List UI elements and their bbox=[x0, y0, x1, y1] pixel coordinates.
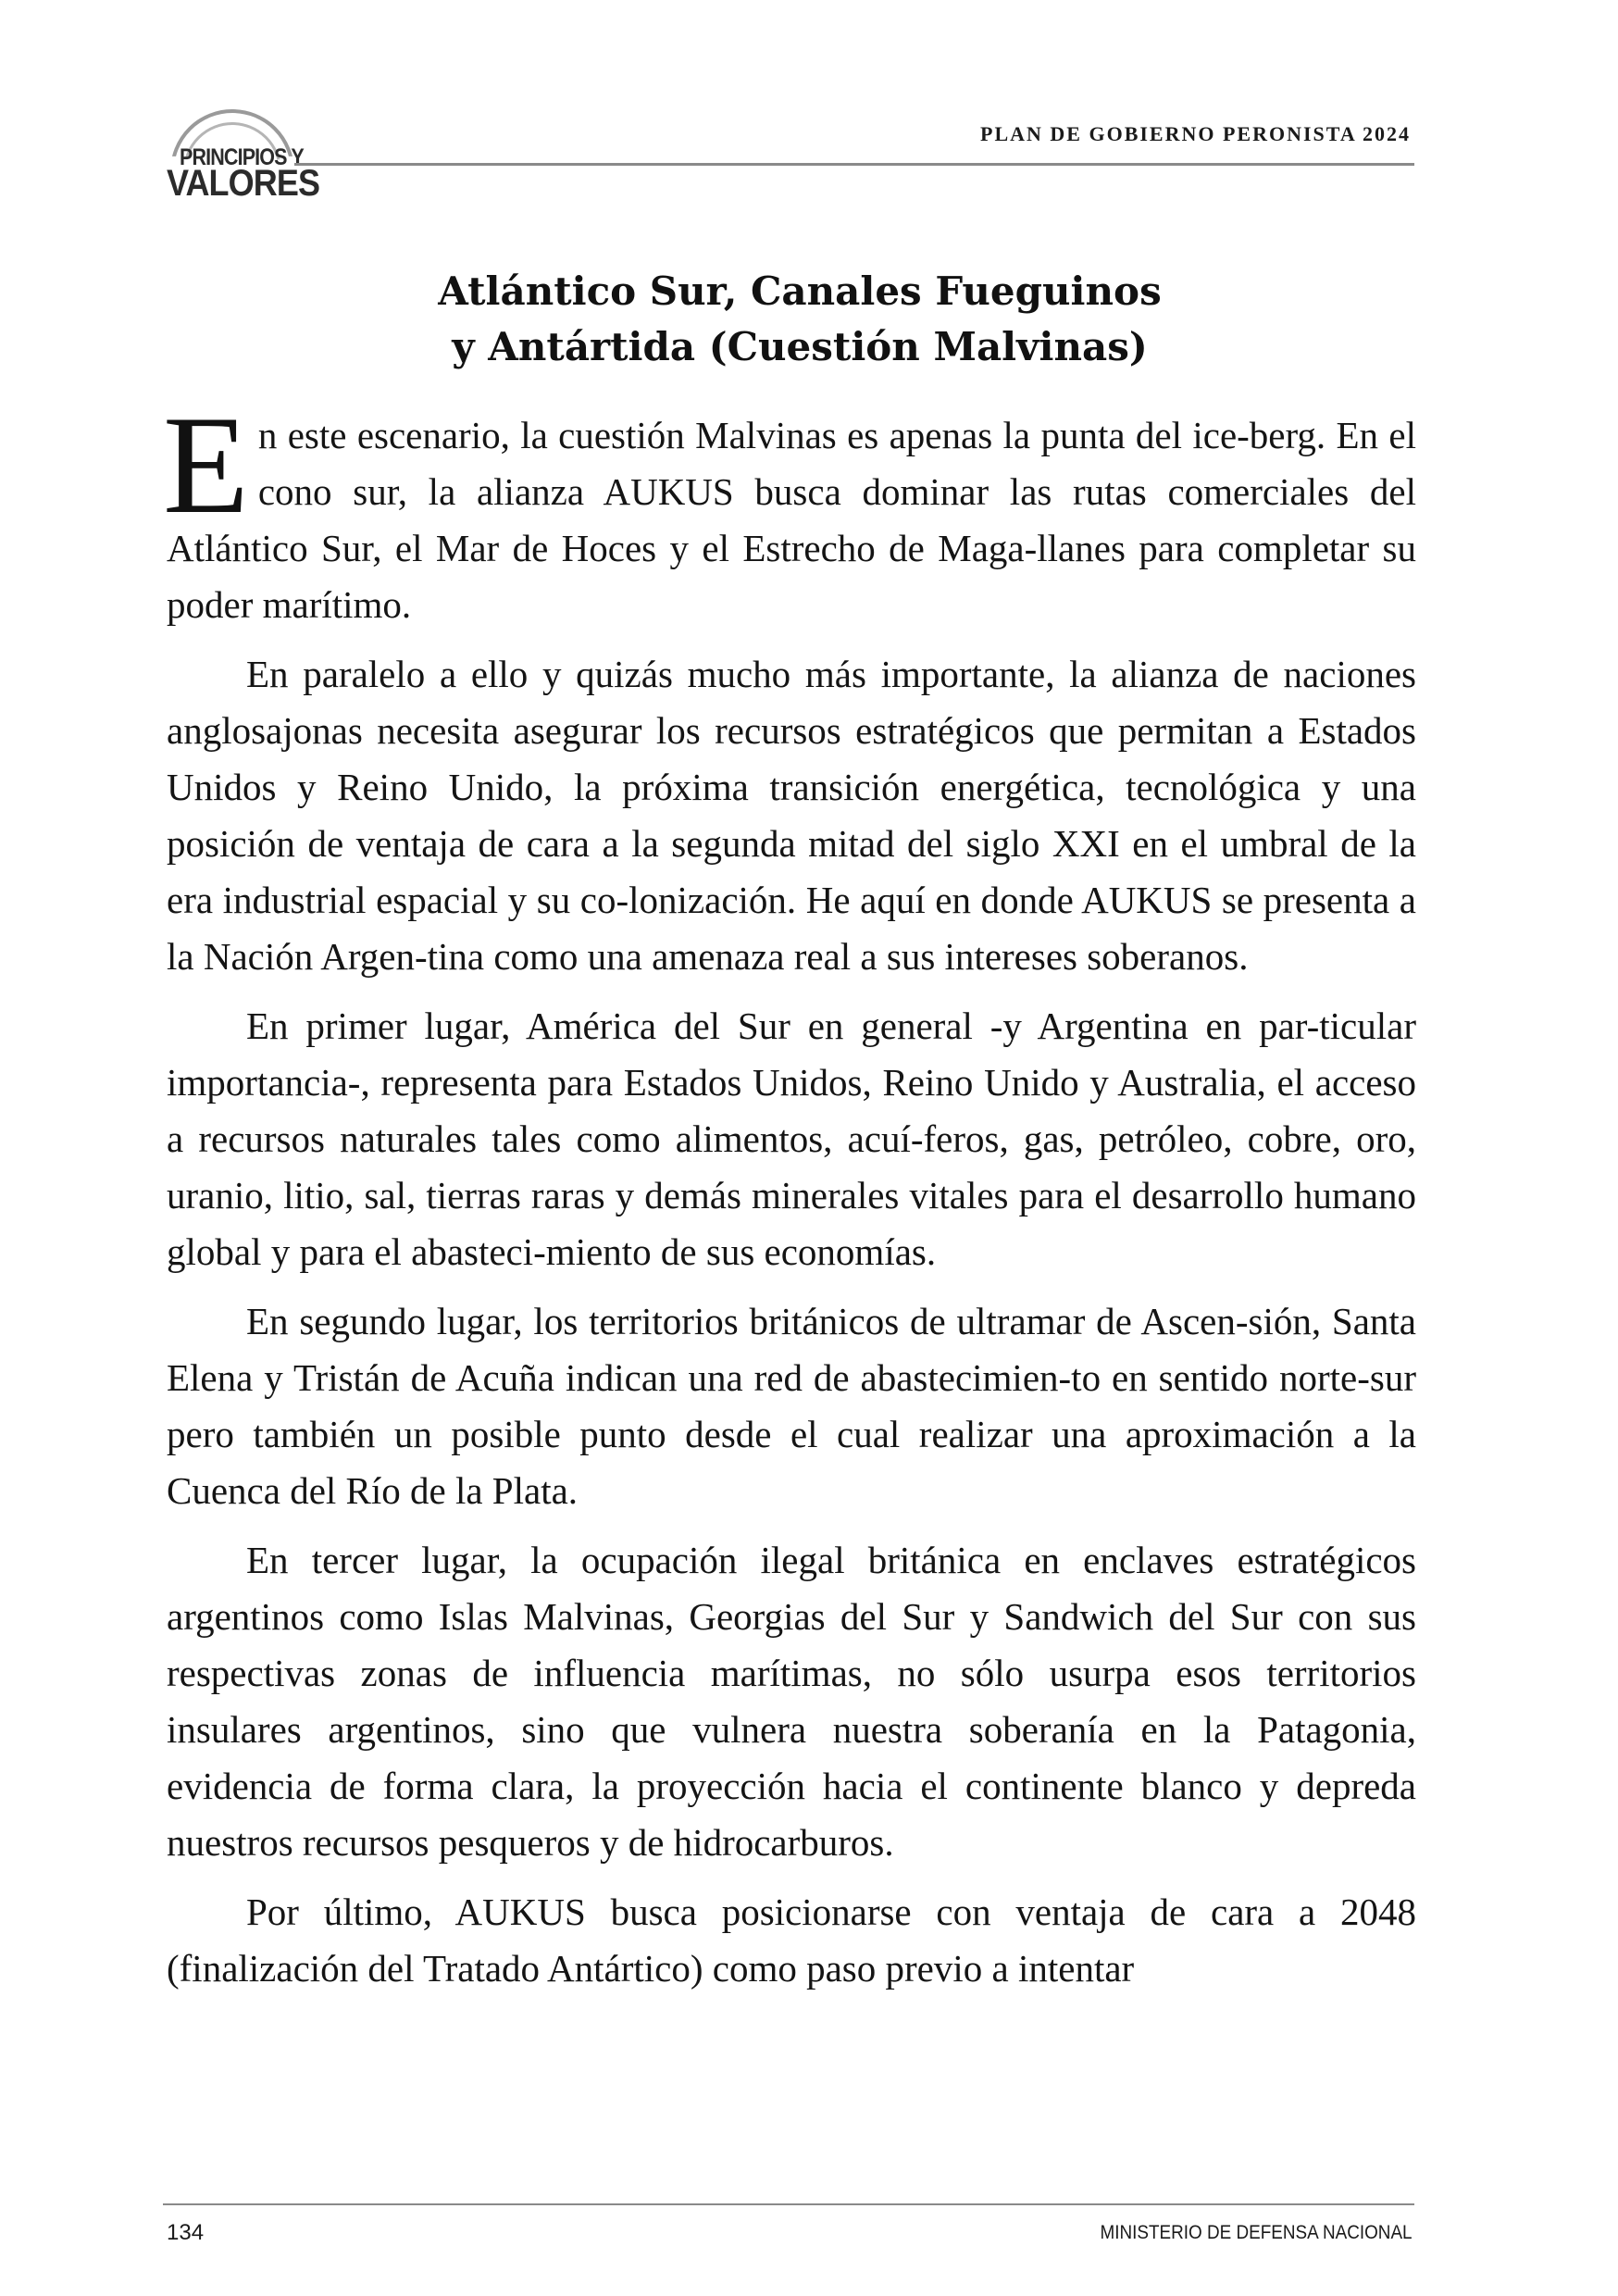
logo-line2: VALORES bbox=[167, 163, 320, 204]
footer-publisher: MINISTERIO DE DEFENSA NACIONAL bbox=[1100, 2222, 1413, 2243]
body-text bbox=[163, 387, 1416, 2010]
paragraph-3: En primer lugar, América del Sur en general -y Argentina en par-ticular importancia-, representa para Estados Unidos, Reino Unido y Australia, el acceso a recursos naturales tales como alimentos, acuí-feros, gas, petróleo, cobre, oro, uranio, litio, sal, tierras raras y demás minerales vitales para el desarrollo humano global y para el abasteci-miento de sus economías. bbox=[167, 1004, 1416, 1273]
page-number: 134 bbox=[167, 2220, 205, 2245]
paragraph-1-text: n este escenario, la cuestión Malvinas es apenas la punta del ice-berg. En el cono sur, la alianza AUKUS busca dominar las rutas comerciales del Atlántico Sur, el Mar de Hoces y el Estrecho de Maga-llanes para completar su poder marítimo. bbox=[167, 414, 1416, 626]
principios-valores-logo bbox=[156, 109, 320, 211]
logo-line1: PRINCIPIOS Y bbox=[180, 144, 304, 170]
drop-cap: E bbox=[163, 387, 249, 543]
header-divider bbox=[294, 163, 1414, 166]
paragraph-6: Por último, AUKUS busca posicionarse con ventaja de cara a 2048 (finalización del Tratado Antártico) como paso previo a intentar bbox=[167, 1890, 1416, 1990]
paragraph-1 bbox=[163, 387, 1416, 633]
footer-divider bbox=[163, 2203, 1414, 2205]
section-title-line1: Atlántico Sur, Canales Fueguinos bbox=[438, 268, 1162, 314]
running-header-title: PLAN DE GOBIERNO PERONISTA 2024 bbox=[980, 122, 1411, 145]
paragraph-4: En segundo lugar, los territorios británicos de ultramar de Ascen-sión, Santa Elena y Tristán de Acuña indican una red de abastecimien-to en sentido norte-sur pero también un posible punto desde el cual realizar una aproximación a la Cuenca del Río de la Plata. bbox=[167, 1300, 1416, 1512]
paragraph-2: En paralelo a ello y quizás mucho más importante, la alianza de naciones anglosajonas necesita asegurar los recursos estratégicos que permitan a Estados Unidos y Reino Unido, la próxima transición energética, tecnológica y una posición de ventaja de cara a la segunda mitad del siglo XXI en el umbral de la era industrial espacial y su co-lonización. He aquí en donde AUKUS se presenta a la Nación Argen-tina como una amenaza real a sus intereses soberanos. bbox=[167, 653, 1416, 978]
section-title-line2: y Antártida (Cuestión Malvinas) bbox=[452, 324, 1148, 369]
paragraph-5: En tercer lugar, la ocupación ilegal británica en enclaves estratégicos argentinos como Islas Malvinas, Georgias del Sur y Sandwich del Sur con sus respectivas zonas de influencia marítimas, no sólo usurpa esos territorios insulares argentinos, sino que vulnera nuestra soberanía en la Patagonia, evidencia de forma clara, la proyección hacia el continente blanco y depreda nuestros recursos pesqueros y de hidrocarburos. bbox=[167, 1539, 1416, 1864]
